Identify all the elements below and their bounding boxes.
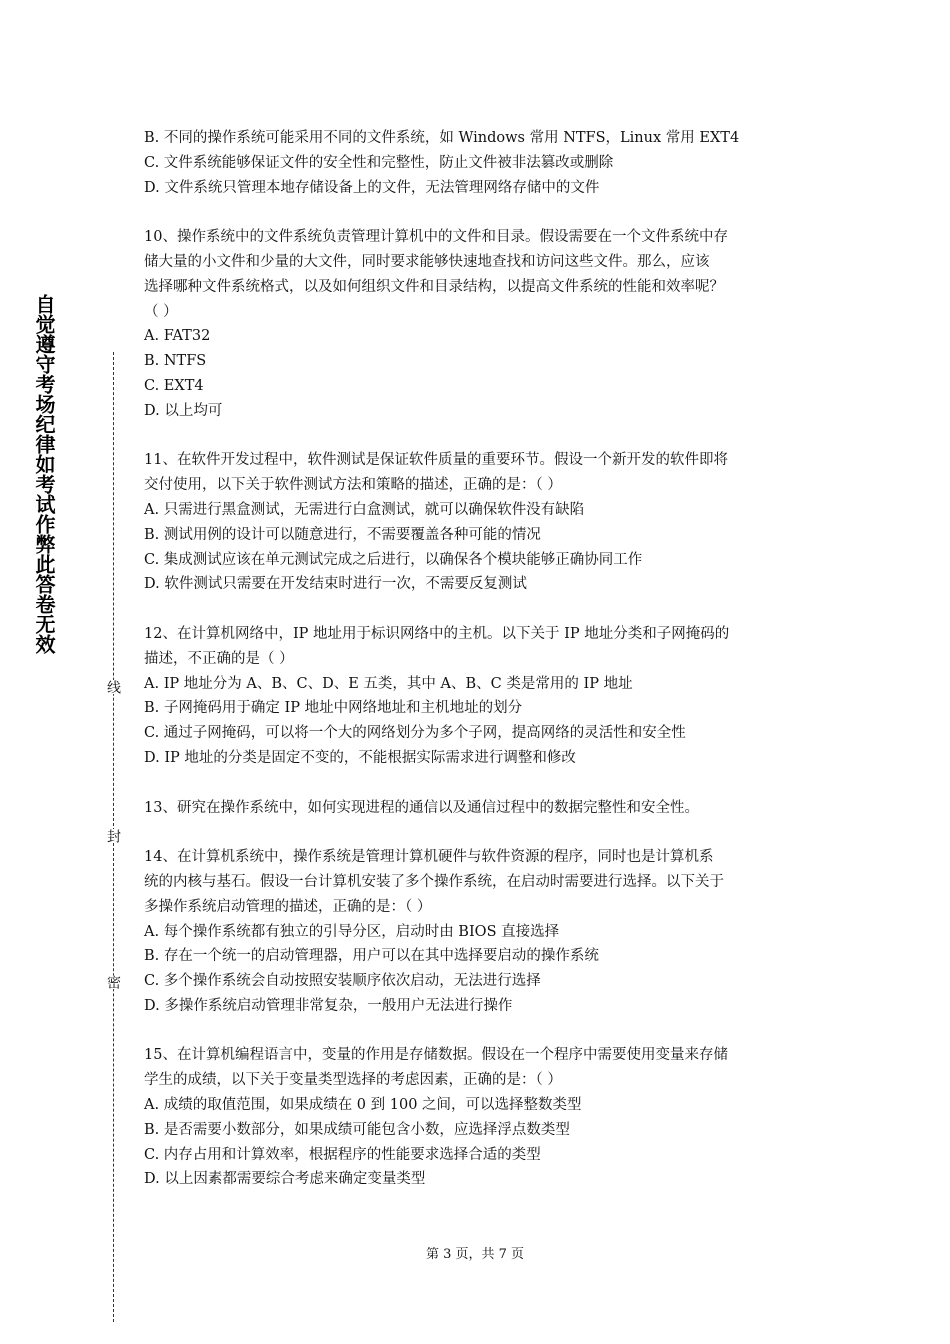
option: C. 通过子网掩码，可以将一个大的网络划分为多个子网，提高网络的灵活性和安全性 bbox=[144, 725, 686, 742]
option: D. IP 地址的分类是固定不变的，不能根据实际需求进行调整和修改 bbox=[144, 749, 576, 766]
binding-label-seal: 封 bbox=[105, 829, 121, 843]
question-stem-line: 12、在计算机网络中，IP 地址用于标识网络中的主机。以下关于 IP 地址分类和子网掩码的 bbox=[144, 625, 730, 642]
option: D. 软件测试只需要在开发结束时进行一次，不需要反复测试 bbox=[144, 576, 527, 593]
option: D. 以上因素都需要综合考虑来确定变量类型 bbox=[144, 1171, 426, 1188]
exam-discipline-notice: 自觉遵守考场纪律如考试作弊此答卷无效 bbox=[32, 294, 56, 654]
question-content bbox=[144, 126, 814, 1192]
binding-label-secret: 密 bbox=[105, 975, 121, 989]
question-stem-line: 储大量的小文件和少量的大文件，同时要求能够快速地查找和访问这些文件。那么，应该 bbox=[144, 253, 710, 270]
option: A. 每个操作系统都有独立的引导分区，启动时由 BIOS 直接选择 bbox=[144, 923, 560, 940]
option: C. EXT4 bbox=[144, 377, 204, 394]
option: D. 以上均可 bbox=[144, 402, 223, 419]
page-number-footer: 第 3 页，共 7 页 bbox=[425, 1247, 525, 1262]
option: C. 多个操作系统会自动按照安装顺序依次启动，无法进行选择 bbox=[144, 973, 541, 990]
question-15 bbox=[144, 1043, 814, 1192]
option: D. 多操作系统启动管理非常复杂，一般用户无法进行操作 bbox=[144, 997, 513, 1014]
option: B. NTFS bbox=[144, 353, 207, 370]
binding-label-line: 线 bbox=[105, 680, 121, 694]
question-stem-line: 11、在软件开发过程中，软件测试是保证软件质量的重要环节。假设一个新开发的软件即将 bbox=[144, 452, 728, 469]
option: B. 是否需要小数部分，如果成绩可能包含小数，应选择浮点数类型 bbox=[144, 1121, 570, 1138]
option: C. 内存占用和计算效率，根据程序的性能要求选择合适的类型 bbox=[144, 1146, 541, 1163]
option: A. IP 地址分为 A、B、C、D、E 五类，其中 A、B、C 类是常用的 IP 地址 bbox=[144, 675, 633, 692]
question-stem-line: 选择哪种文件系统格式，以及如何组织文件和目录结构，以提高文件系统的性能和效率呢？ bbox=[144, 278, 724, 295]
continued-options bbox=[144, 126, 814, 200]
question-stem-line: 多操作系统启动管理的描述，正确的是：（ ） bbox=[144, 898, 432, 915]
question-stem-line: 交付使用，以下关于软件测试方法和策略的描述，正确的是：（ ） bbox=[144, 477, 562, 494]
question-stem-line: 学生的成绩，以下关于变量类型选择的考虑因素，正确的是：（ ） bbox=[144, 1072, 562, 1089]
option: D. 文件系统只管理本地存储设备上的文件，无法管理网络存储中的文件 bbox=[144, 179, 600, 196]
question-stem-line: 统的内核与基石。假设一台计算机安装了多个操作系统，在启动时需要进行选择。以下关于 bbox=[144, 873, 724, 890]
option: B. 存在一个统一的启动管理器，用户可以在其中选择要启动的操作系统 bbox=[144, 948, 599, 965]
option: A. 成绩的取值范围，如果成绩在 0 到 100 之间，可以选择整数类型 bbox=[144, 1097, 582, 1114]
option: B. 子网掩码用于确定 IP 地址中网络地址和主机地址的划分 bbox=[144, 700, 523, 717]
question-10 bbox=[144, 225, 814, 423]
question-12 bbox=[144, 622, 814, 771]
option: C. 文件系统能够保证文件的安全性和完整性，防止文件被非法篡改或删除 bbox=[144, 154, 614, 171]
question-13 bbox=[144, 796, 814, 821]
question-stem-line: 15、在计算机编程语言中，变量的作用是存储数据。假设在一个程序中需要使用变量来存储 bbox=[144, 1047, 728, 1064]
option: B. 测试用例的设计可以随意进行，不需要覆盖各种可能的情况 bbox=[144, 526, 541, 543]
question-14 bbox=[144, 845, 814, 1019]
question-stem-line: 描述，不正确的是（ ） bbox=[144, 650, 294, 667]
question-stem-line: （ ） bbox=[144, 303, 178, 320]
option: B. 不同的操作系统可能采用不同的文件系统，如 Windows 常用 NTFS，Linux 常用 EXT4 bbox=[144, 130, 740, 146]
option: A. 只需进行黑盒测试，无需进行白盒测试，就可以确保软件没有缺陷 bbox=[144, 501, 585, 518]
question-stem-line: 14、在计算机系统中，操作系统是管理计算机硬件与软件资源的程序，同时也是计算机系 bbox=[144, 849, 714, 866]
option: C. 集成测试应该在单元测试完成之后进行，以确保各个模块能够正确协同工作 bbox=[144, 551, 643, 568]
question-stem-line: 10、操作系统中的文件系统负责管理计算机中的文件和目录。假设需要在一个文件系统中存 bbox=[144, 229, 728, 246]
question-stem-line: 13、研究在操作系统中，如何实现进程的通信以及通信过程中的数据完整性和安全性。 bbox=[144, 799, 699, 816]
option: A. FAT32 bbox=[144, 328, 211, 345]
question-11 bbox=[144, 448, 814, 597]
